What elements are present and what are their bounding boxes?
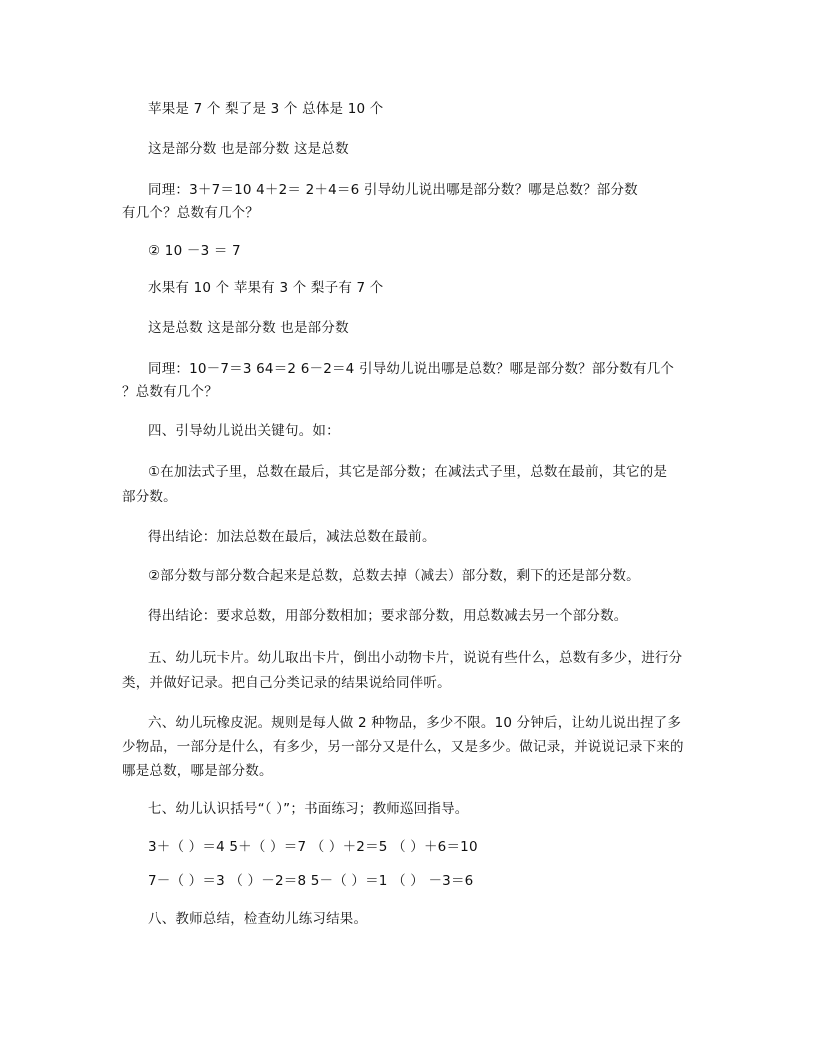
text-line-section-6-cont-2: 哪是总数，哪是部分数。 xyxy=(122,763,273,779)
text-line-section-6-cont-1: 少物品，一部分是什么，有多少，另一部分又是什么，又是多少。做记录，并说说记录下来的 xyxy=(122,739,684,755)
exercise-row-subtraction: 7－（ ）＝3 （ ）－2＝8 5－（ ）＝1 （ ） －3＝6 xyxy=(148,873,474,889)
text-line-addition-examples: 同理：3＋7＝10 4＋2＝ 2＋4＝6 引导幼儿说出哪是部分数？哪是总数？部分数 xyxy=(148,182,638,198)
text-line-section-5-cont: 类，并做好记录。把自己分类记录的结果说给同伴听。 xyxy=(122,675,451,691)
section-heading-8: 八、教师总结，检查幼儿练习结果。 xyxy=(148,911,368,927)
text-line-addition-questions: 有几个？总数有几个？ xyxy=(122,205,259,221)
exercise-row-addition: 3＋（ ）＝4 5＋（ ）＝7 （ ）＋2＝5 （ ）＋6＝10 xyxy=(148,839,478,855)
text-line-conclusion-1: 得出结论：加法总数在最后，减法总数在最前。 xyxy=(148,529,436,545)
text-line-apples-pears: 苹果是 7 个 梨了是 3 个 总体是 10 个 xyxy=(148,101,384,117)
section-heading-7: 七、幼儿认识括号“（ ）”；书面练习；教师巡回指导。 xyxy=(148,801,469,817)
text-line-key-sentence-1: ①在加法式子里，总数在最后，其它是部分数；在减法式子里，总数在最前，其它的是 xyxy=(148,464,668,480)
text-line-key-sentence-2: ②部分数与部分数合起来是总数，总数去掉（减去）部分数，剩下的还是部分数。 xyxy=(148,568,640,584)
text-line-fruit-counts: 水果有 10 个 苹果有 3 个 梨子有 7 个 xyxy=(148,280,384,296)
text-line-conclusion-2: 得出结论：要求总数，用部分数相加；要求部分数，用总数减去另一个部分数。 xyxy=(148,608,628,624)
text-line-subtraction-equation: ② 10 －3 ＝ 7 xyxy=(148,243,241,259)
section-heading-6: 六、幼儿玩橡皮泥。规则是每人做 2 种物品，多少不限。10 分钟后，让幼儿说出捏了多 xyxy=(148,715,682,731)
section-heading-5: 五、幼儿玩卡片。幼儿取出卡片，倒出小动物卡片，说说有些什么，总数有多少，进行分 xyxy=(148,650,683,666)
text-line-subtraction-examples: 同理：10－7＝3 64＝2 6－2＝4 引导幼儿说出哪是总数？哪是部分数？部分数有几个 xyxy=(148,361,675,377)
text-line-part-part-total: 这是部分数 也是部分数 这是总数 xyxy=(148,141,349,157)
section-heading-4: 四、引导幼儿说出关键句。如： xyxy=(148,423,340,439)
text-line-subtraction-questions: ？总数有几个？ xyxy=(122,384,218,400)
text-line-key-sentence-1-cont: 部分数。 xyxy=(122,489,177,505)
text-line-total-part-part: 这是总数 这是部分数 也是部分数 xyxy=(148,320,349,336)
